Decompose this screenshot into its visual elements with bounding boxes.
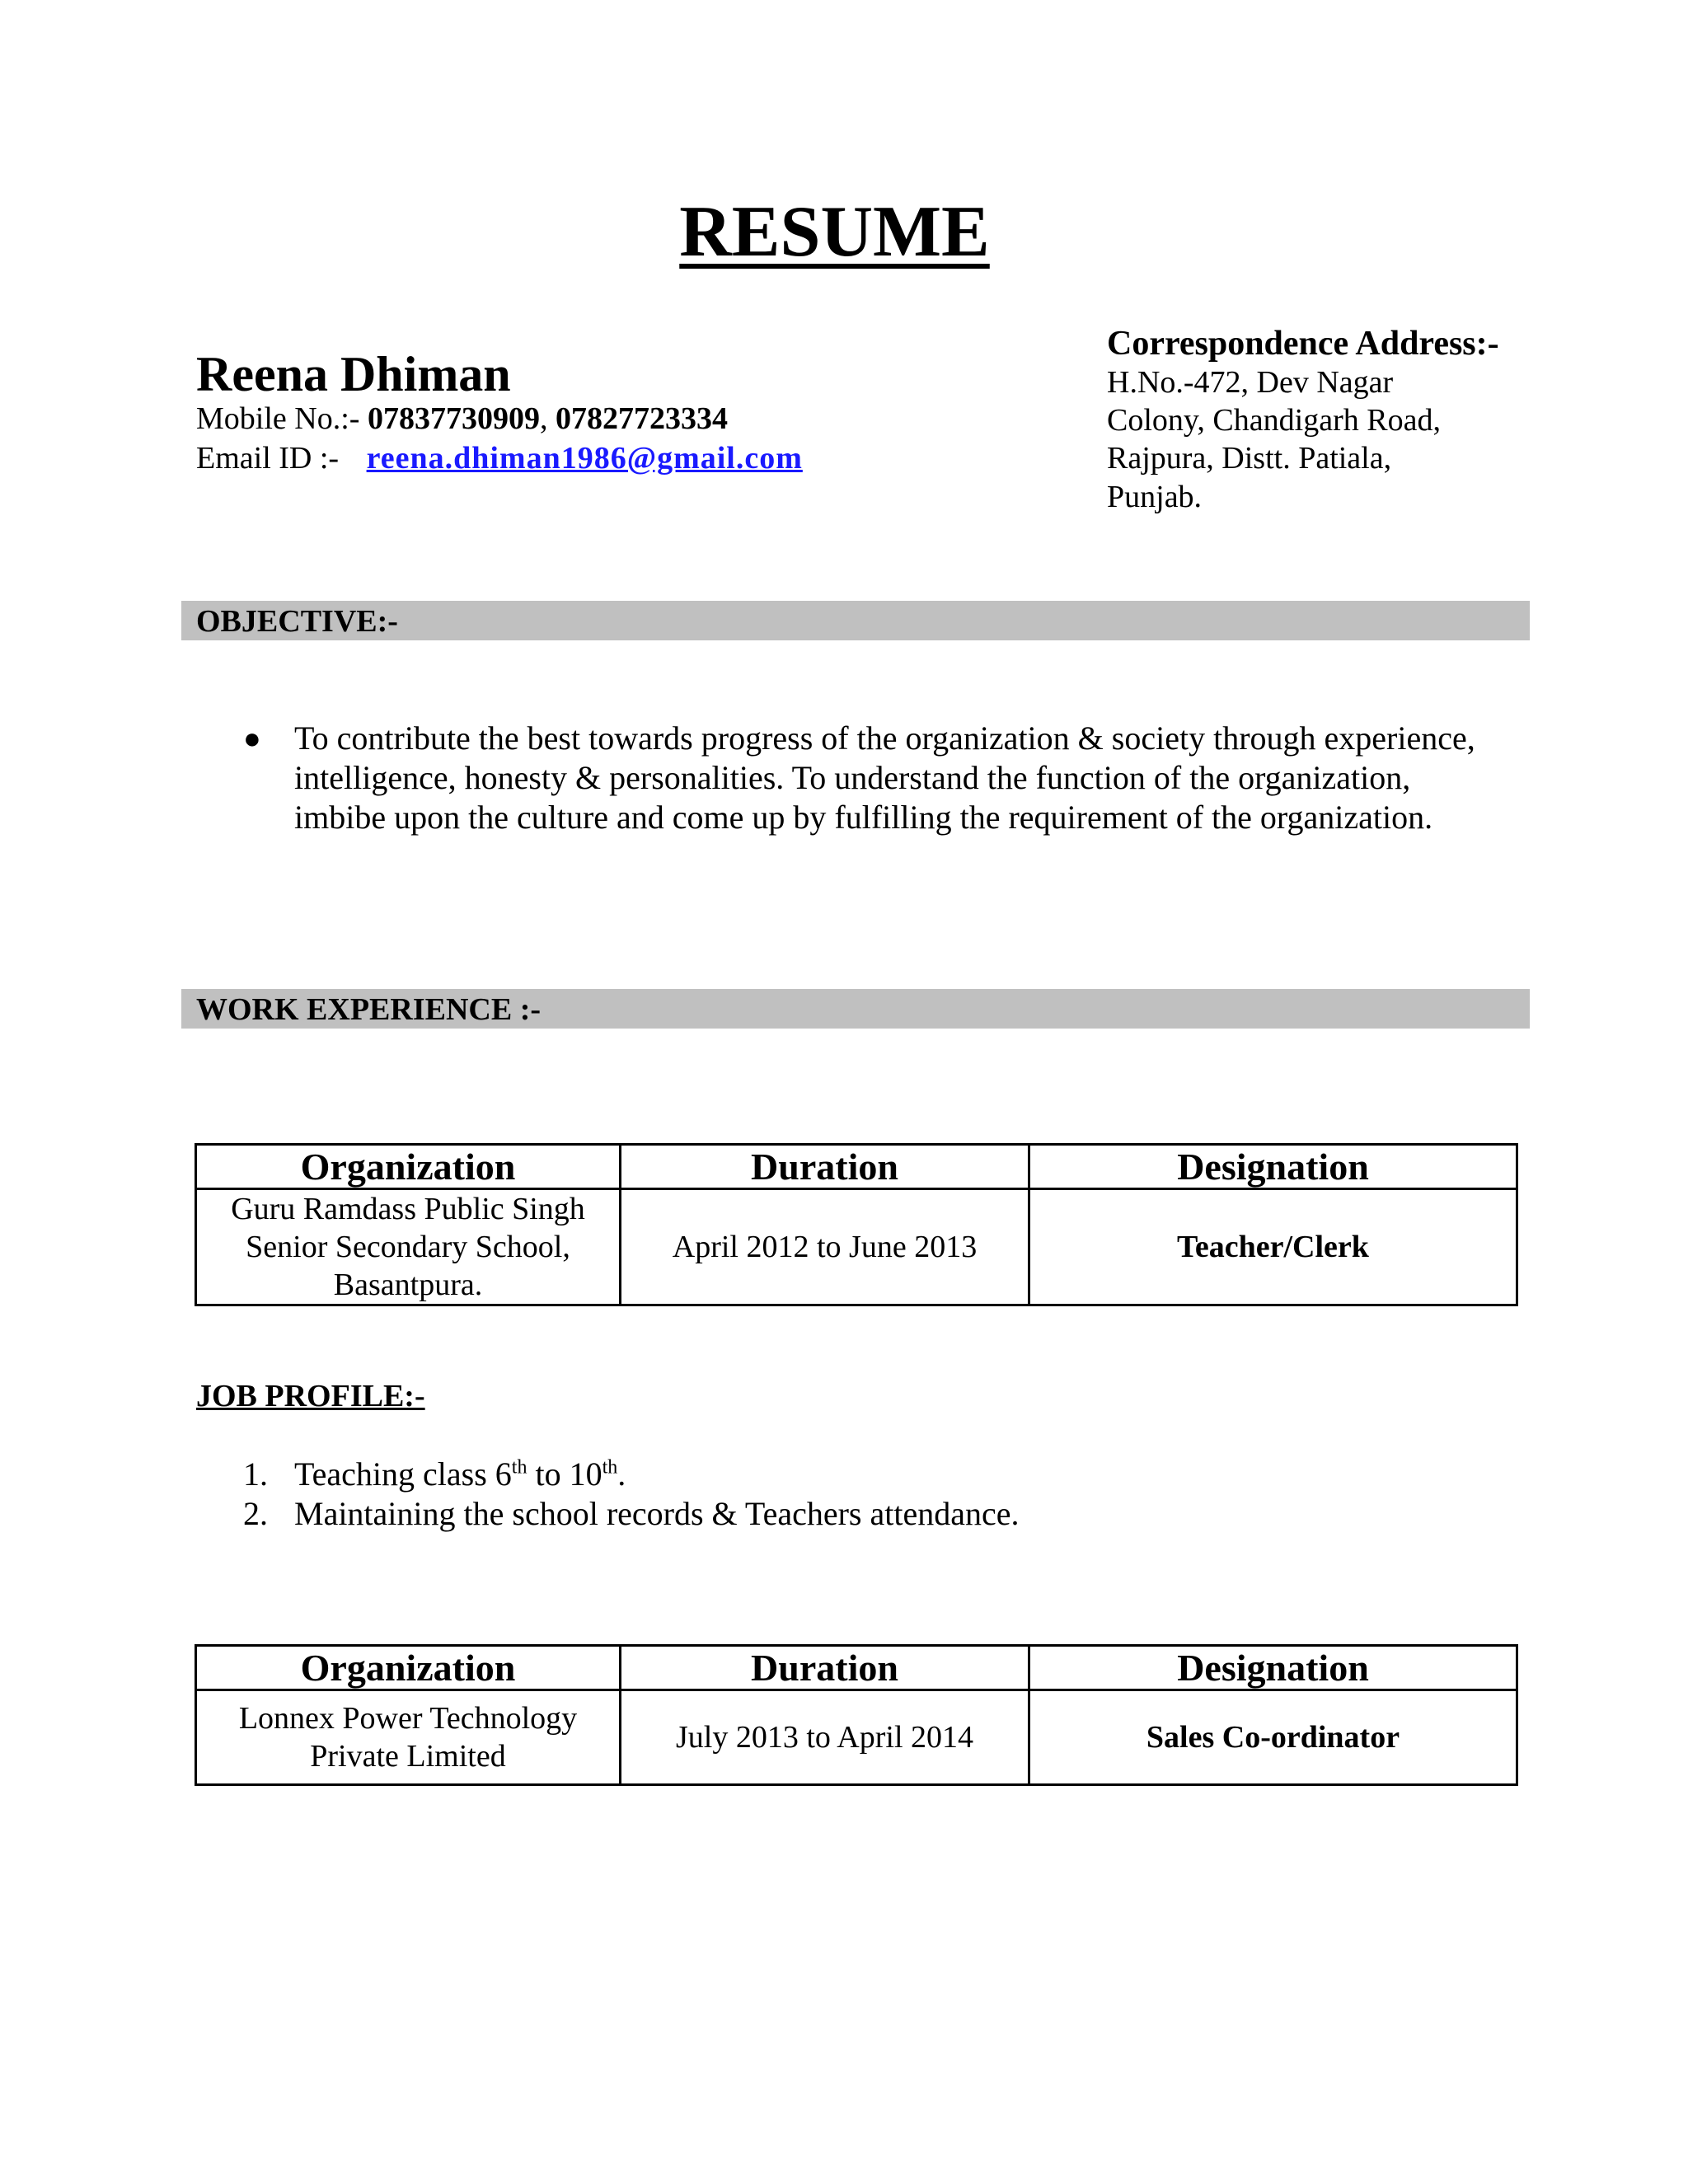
job-profile-item-1: 1. Teaching class 6th to 10th. (243, 1455, 626, 1493)
job-profile-item-2: 2. Maintaining the school records & Teachers attendance. (243, 1495, 1020, 1532)
objective-item (243, 719, 1496, 837)
address-line-1: H.No.-472, Dev Nagar (1107, 365, 1394, 400)
resume-title: RESUME (679, 192, 990, 272)
header-organization: Organization (196, 1646, 621, 1690)
cell-designation: Teacher/Clerk (1029, 1189, 1517, 1305)
email-label: Email ID :- (196, 441, 347, 476)
address-heading: Correspondence Address:- (1107, 325, 1499, 363)
address-line-4: Punjab. (1107, 480, 1203, 514)
header-duration: Duration (621, 1646, 1029, 1690)
cell-duration: July 2013 to April 2014 (621, 1690, 1029, 1785)
mobile-number-2: 07827723334 (555, 401, 728, 436)
mobile-separator: , (539, 401, 556, 436)
cell-organization: Guru Ramdass Public Singh Senior Secondary School, Basantpura. (196, 1189, 621, 1305)
mobile-label: Mobile No.:- (196, 401, 368, 436)
email-link[interactable]: reena.dhiman1986@gmail.com (366, 441, 803, 476)
objective-text: To contribute the best towards progress of the organization & society through experience, intelligence, honesty & personalities. To understand the function of the organization, imbibe upon the culture and come up by fulfilling the requirement of the organization. (294, 719, 1475, 836)
table-header-row (196, 1145, 1517, 1189)
mobile-number-1: 07837730909 (367, 401, 540, 436)
header-designation: Designation (1029, 1646, 1517, 1690)
cell-duration: April 2012 to June 2013 (621, 1189, 1029, 1305)
cell-organization: Lonnex Power Technology Private Limited (196, 1690, 621, 1785)
mobile-line (196, 400, 728, 438)
job-profile-heading: JOB PROFILE:- (196, 1379, 425, 1413)
header-designation: Designation (1029, 1145, 1517, 1189)
objective-heading: OBJECTIVE:- (181, 601, 1530, 640)
experience-table-1 (195, 1143, 1518, 1306)
address-line-3: Rajpura, Distt. Patiala, (1107, 441, 1392, 476)
work-experience-heading: WORK EXPERIENCE :- (181, 989, 1530, 1029)
table-header-row (196, 1646, 1517, 1690)
candidate-name: Reena Dhiman (196, 347, 511, 401)
header-duration: Duration (621, 1145, 1029, 1189)
list-number: 2. (243, 1495, 268, 1532)
header-organization: Organization (196, 1145, 621, 1189)
address-line-2: Colony, Chandigarh Road, (1107, 403, 1441, 438)
bullet-icon: ● (243, 722, 261, 755)
email-line (196, 439, 803, 477)
table-row (196, 1189, 1517, 1305)
table-row (196, 1690, 1517, 1785)
experience-table-2 (195, 1644, 1518, 1786)
list-number: 1. (243, 1455, 268, 1493)
cell-designation: Sales Co-ordinator (1029, 1690, 1517, 1785)
